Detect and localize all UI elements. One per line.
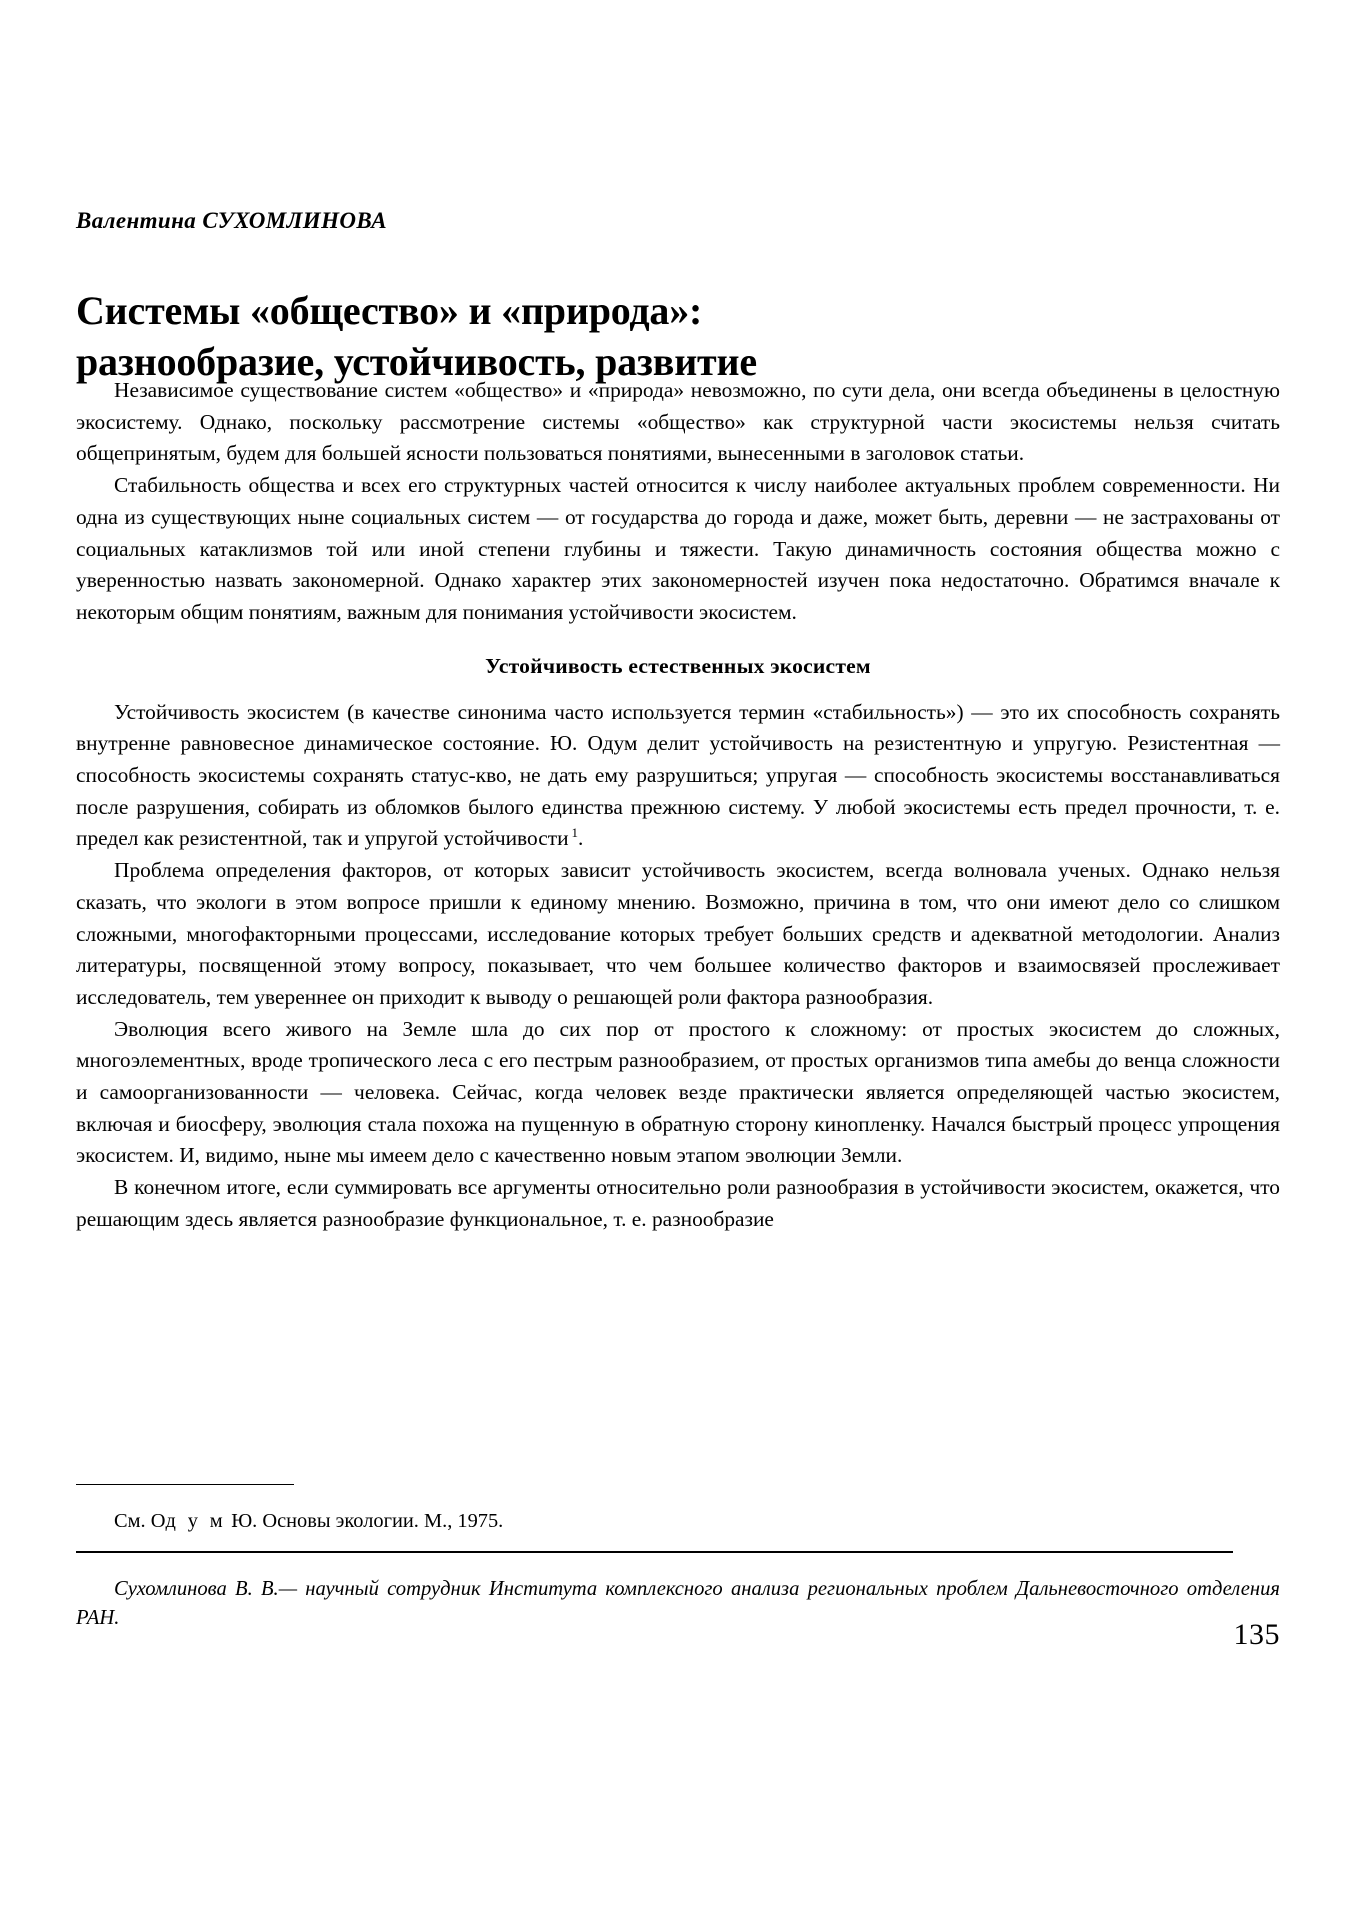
author-name: Валентина СУХОМЛИНОВА	[76, 208, 387, 233]
footnote-suffix: Ю. Основы экологии. М., 1975.	[226, 1510, 504, 1532]
footnote-separator-rule	[76, 1484, 294, 1485]
footnote-entry	[76, 1507, 1280, 1535]
title-line-1: Системы «общество» и «природа»:	[76, 287, 703, 333]
footnote-zone	[76, 1484, 1280, 1633]
author-bio-note: Сухомлинова В. В.— научный сотрудник Института комплексного анализа региональных проблем Дальневосточного отделения РАН.	[76, 1578, 1280, 1629]
paragraph-intro-2: Стабильность общества и всех его структурных частей относится к числу наиболее актуальных проблем современности. Ни одна из существующих ныне социальных систем — от государства до города и даже, может быть, деревни — не застрахованы от социальных катаклизмов той или иной степени глубины и тяжести. Такую динамичность состояния общества можно с уверенностью назвать закономерной. Однако характер этих закономерностей изучен пока недостаточно. Обратимся вначале к некоторым общим понятиям, важным для понимания устойчивости экосистем.	[76, 473, 1280, 624]
paragraph-factors: Проблема определения факторов, от которых зависит устойчивость экосистем, всегда волновала ученых. Однако нельзя сказать, что экологи в этом вопросе пришли к единому мнению. Возможно, причина в том, что они имеют дело со слишком сложными, многофакторными процессами, исследование которых требует больших средств и адекватной методологии. Анализ литературы, посвященной этому вопросу, показывает, что чем большее количество факторов и взаимосвязей прослеживает исследователь, тем увереннее он приходит к выводу о решающей роли фактора разнообразия.	[76, 858, 1280, 1009]
title-line-2: разнообразие, устойчивость, развитие	[76, 338, 757, 384]
page-number: 135	[1233, 1618, 1280, 1651]
article-body	[76, 375, 1280, 1236]
footnote-author-spaced: д у м	[165, 1510, 227, 1532]
page-title	[76, 285, 1176, 387]
paragraph-intro-1: Независимое существование систем «общество» и «природа» невозможно, по сути дела, они всегда объединены в целостную экосистему. Однако, поскольку рассмотрение системы «общество» как структурной части экосистемы нельзя считать общепринятым, будем для большей ясности пользоваться понятиями, вынесенными в заголовок статьи.	[76, 378, 1280, 466]
paragraph-evolution: Эволюция всего живого на Земле шла до сих пор от простого к сложному: от простых экосистем до сложных, многоэлементных, вроде тропического леса с его пестрым разнообразием, от простых организмов типа амебы до венца сложности и самоорганизованности — человека. Сейчас, когда человек везде практически является определяющей частью экосистем, включая и биосферу, эволюция стала похожа на пущенную в обратную сторону кинопленку. Начался быстрый процесс упрощения экосистем. И, видимо, ныне мы имеем дело с качественно новым этапом эволюции Земли.	[76, 1016, 1280, 1168]
paragraph-stability-definition	[76, 697, 1280, 856]
paragraph-conclusion: В конечном итоге, если суммировать все аргументы относительно роли разнообразия в устойчивости экосистем, окажется, что решающим здесь является разнообразие функциональное, т. е. разнообразие	[76, 1175, 1280, 1231]
bio-separator-rule	[76, 1551, 1233, 1553]
footnote-prefix: См. О	[114, 1510, 166, 1532]
section-heading: Устойчивость естественных экосистем	[485, 653, 871, 678]
footnote-reference[interactable]: 1	[571, 825, 579, 841]
paragraph-stability-definition-tail: .	[578, 826, 584, 851]
paragraph-stability-definition-text: Устойчивость экосистем (в качестве синонима часто используется термин «стабильность») — это их способность сохранять внутренне равновесное динамическое состояние. Ю. Одум делит устойчивость на резистентную и упругую. Резистентная — способность экосистемы сохранять статус-кво, не дать ему разрушиться; упругая — способность экосистемы восстанавливаться после разрушения, собирать из обломков былого единства прежнюю систему. У любой экосистемы есть предел прочности, т. е. предел как резистентной, так и упругой устойчивости	[76, 699, 1280, 851]
